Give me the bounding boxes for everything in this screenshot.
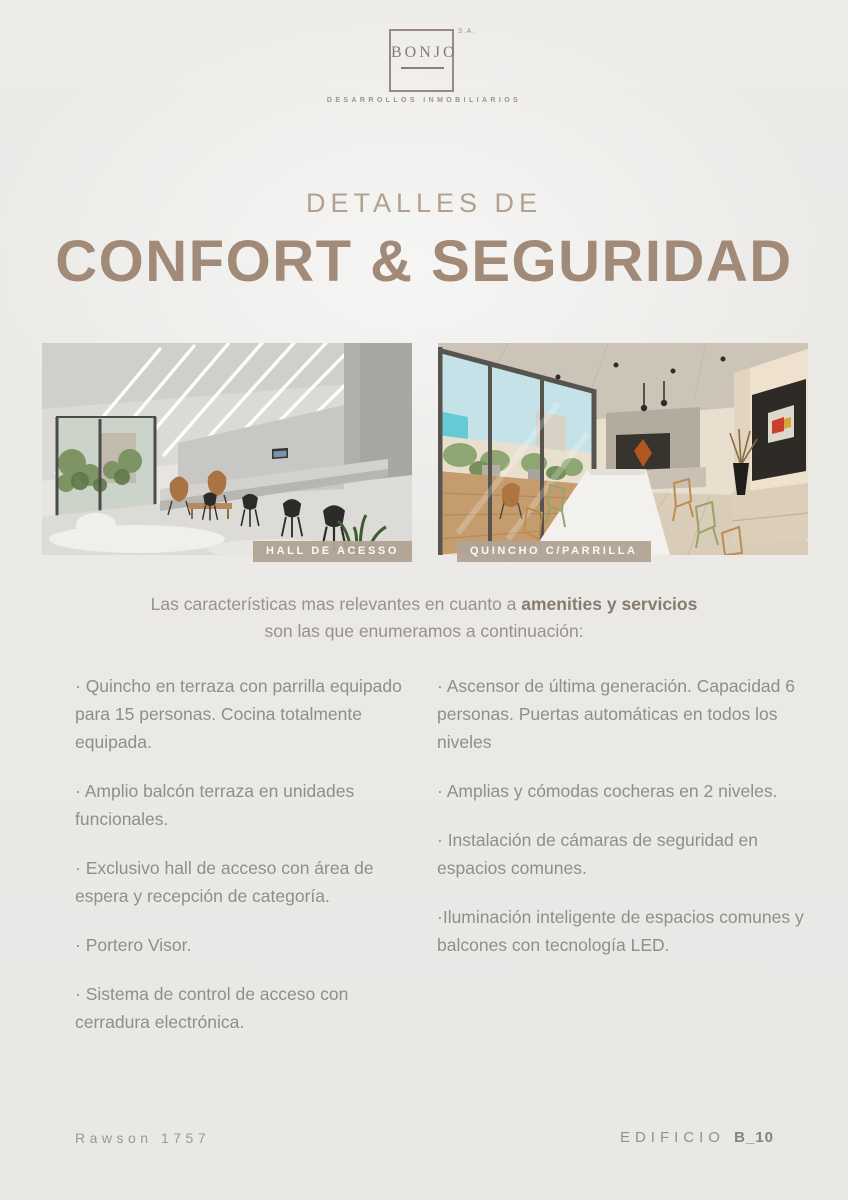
page-title: CONFORT & SEGURIDAD bbox=[55, 229, 793, 294]
feature-item: · Amplias y cómodas cocheras en 2 niveles. bbox=[437, 781, 778, 801]
logo-suffix: S.A. bbox=[458, 28, 476, 35]
building-code: B_10 bbox=[734, 1129, 774, 1146]
photo-caption-quincho: QUINCHO C/PARRILLA bbox=[457, 541, 651, 562]
photo-caption-hall: HALL DE ACESSO bbox=[253, 541, 412, 562]
photo-quincho bbox=[438, 343, 808, 555]
features-left-column bbox=[75, 672, 427, 1057]
feature-item: · Instalación de cámaras de seguridad en espacios comunes. bbox=[437, 830, 759, 878]
feature-item: · Sistema de control de acceso con cerradura electrónica. bbox=[75, 984, 349, 1032]
feature-item: · Exclusivo hall de acceso con área de espera y recepción de categoría. bbox=[75, 858, 374, 906]
section-kicker: DETALLES DE bbox=[305, 188, 543, 218]
feature-item: · Quincho en terraza con parrilla equipado para 15 personas. Cocina totalmente equipada. bbox=[75, 676, 402, 752]
intro-text bbox=[0, 591, 848, 645]
intro-highlight: amenities y servicios bbox=[521, 594, 698, 614]
logo-frame bbox=[389, 29, 458, 92]
feature-item: ·Iluminación inteligente de espacios comunes y balcones con tecnología LED. bbox=[437, 907, 804, 955]
quincho-illustration bbox=[438, 343, 808, 555]
footer-address: Rawson 1757 bbox=[75, 1130, 211, 1146]
hall-illustration bbox=[42, 343, 412, 555]
photo-hall bbox=[42, 343, 412, 555]
logo-tagline: DESARROLLOS INMOBILIARIOS bbox=[326, 97, 522, 104]
feature-item: · Portero Visor. bbox=[75, 935, 192, 955]
feature-item: · Amplio balcón terraza en unidades funcionales. bbox=[75, 781, 355, 829]
feature-item: · Ascensor de última generación. Capacidad 6 personas. Puertas automáticas en todos los niveles bbox=[437, 676, 795, 752]
logo-name: BONJO bbox=[391, 44, 458, 61]
footer-building-prefix: EDIFICIO bbox=[619, 1129, 735, 1146]
logo-underline bbox=[401, 67, 444, 69]
footer-building bbox=[620, 1129, 774, 1146]
intro-line2: son las que enumeramos a continuación: bbox=[264, 621, 584, 641]
intro-prefix: Las características mas relevantes en cuanto a bbox=[150, 594, 522, 614]
features-right-column bbox=[437, 672, 805, 980]
